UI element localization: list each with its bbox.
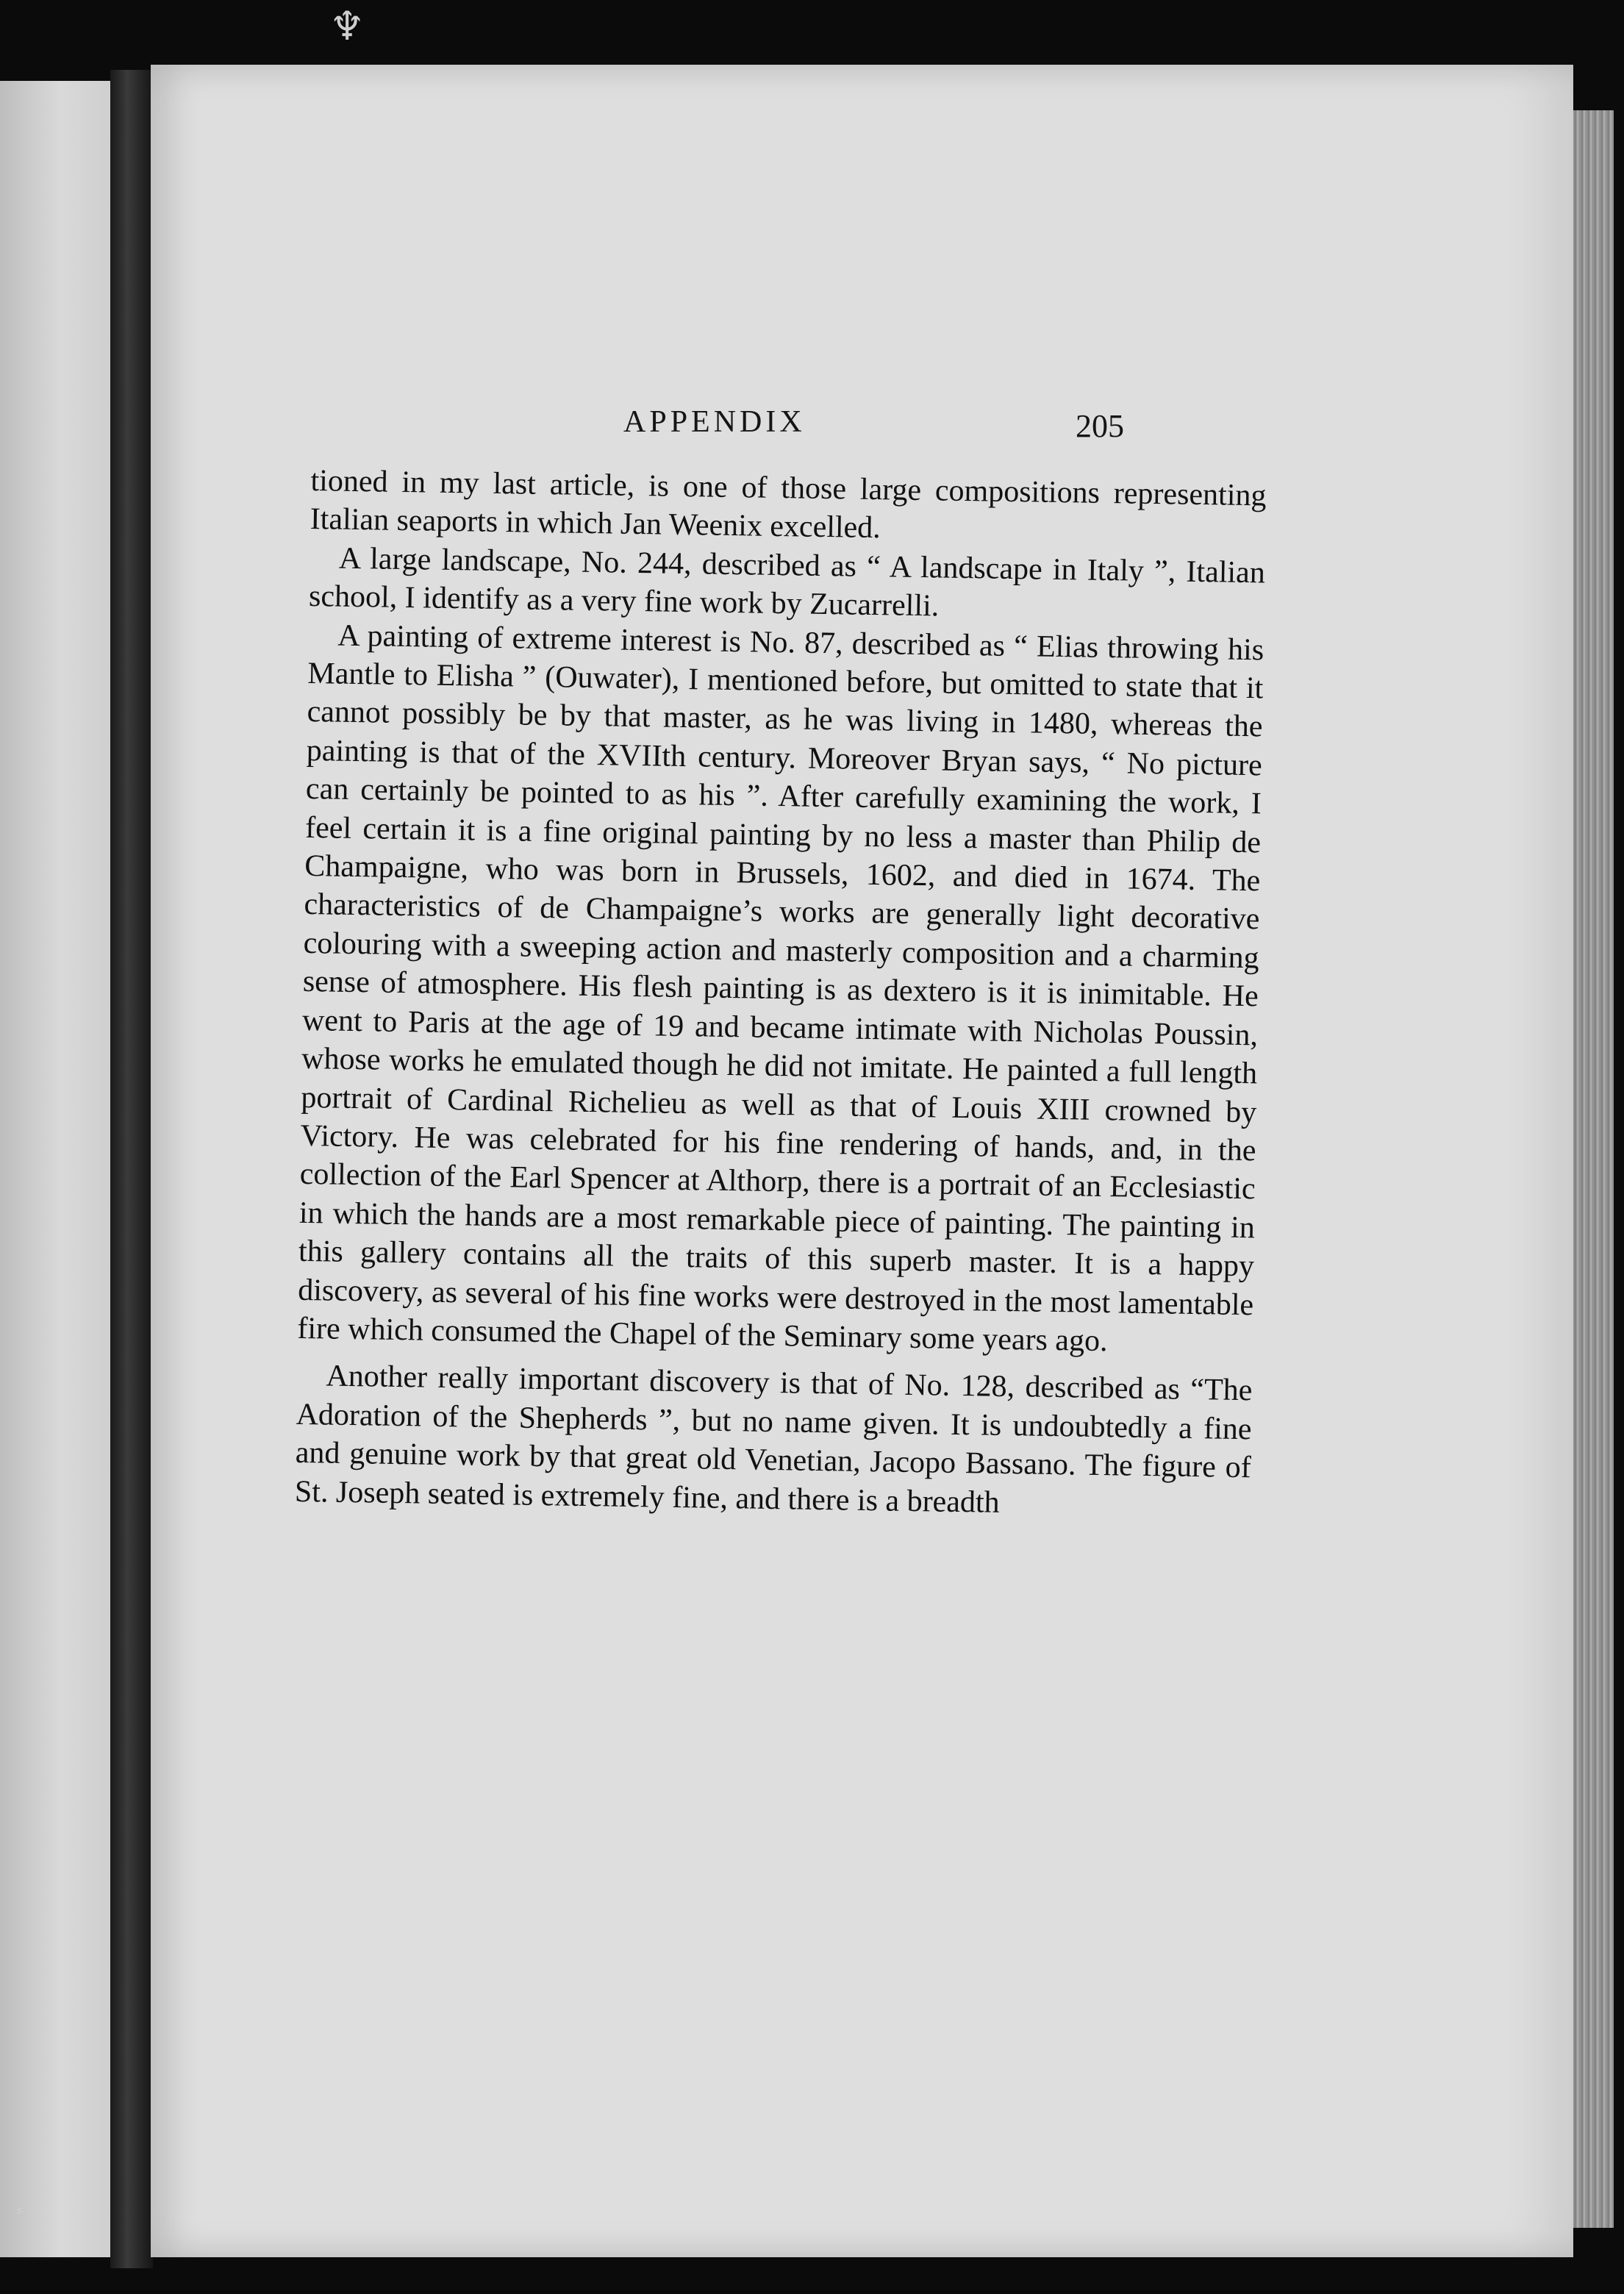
page-number: 205 <box>1076 408 1124 444</box>
paragraph-continuation: tioned in my last article, is one of those large compositions representing Italian seaports in which Jan Weenix excelled. <box>310 463 1267 546</box>
facing-page-edge <box>0 81 110 2257</box>
ink-mark-bottom: ⸗ ‐ <box>16 2197 37 2221</box>
book-gutter <box>110 70 153 2268</box>
ink-mark-top: ♆ <box>329 4 365 49</box>
book-page <box>151 65 1573 2257</box>
page-header <box>151 404 1573 463</box>
book-fore-edge <box>1573 110 1614 2228</box>
paragraph-champaigne: A painting of extreme interest is No. 87, described as “ Elias throwing his Mantle to Elisha ” (Ouwater), I mentioned before, but omitted to state that it cannot possibly be by that master, as he was living in 1480, whereas the painting is that of the XVIIth century. Moreover Bryan says, “ No picture can certainly be pointed to as his ”. After carefully examining the work, I feel certain it is a fine original painting by no less a master than Philip de Champaigne, who was born in Brussels, 1602, and died in 1674. The characteristics of de Champaigne’s works are generally light decorative colouring with a sweeping action and masterly composition and a charming sense of atmosphere. His flesh painting is as dextero is it is inimitable. He went to Paris at the age of 19 and became intimate with Nicholas Poussin, whose works he emulated though he did not imitate. He painted a full length portrait of Cardinal Richelieu as well as that of Louis XIII crowned by Victory. He was celebrated for his fine rendering of hands, and, in the collection of the Earl Spencer at Althorp, there is a portrait of an Ecclesiastic in which the hands are a most remarkable piece of painting. The painting in this gallery contains all the traits of this superb master. It is a happy discovery, as several of his fine works were destroyed in the most lamentable fire which consumed the Chapel of the Seminary some years ago. <box>297 618 1264 1359</box>
running-head: APPENDIX <box>623 405 806 439</box>
body-text <box>295 462 1267 1526</box>
paragraph-bassano: Another really important discovery is that of No. 128, described as “The Adoration of the Shepherds ”, but no name given. It is undoubtedly a fine and genuine work by that great old Venetian, Jacopo Bassano. The figure of St. Joseph seated is extremely fine, and there is a breadth <box>294 1359 1253 1520</box>
paragraph-landscape: A large landscape, No. 244, described as “ A landscape in Italy ”, Italian school, I identify as a very fine work by Zucarrelli. <box>308 541 1266 623</box>
